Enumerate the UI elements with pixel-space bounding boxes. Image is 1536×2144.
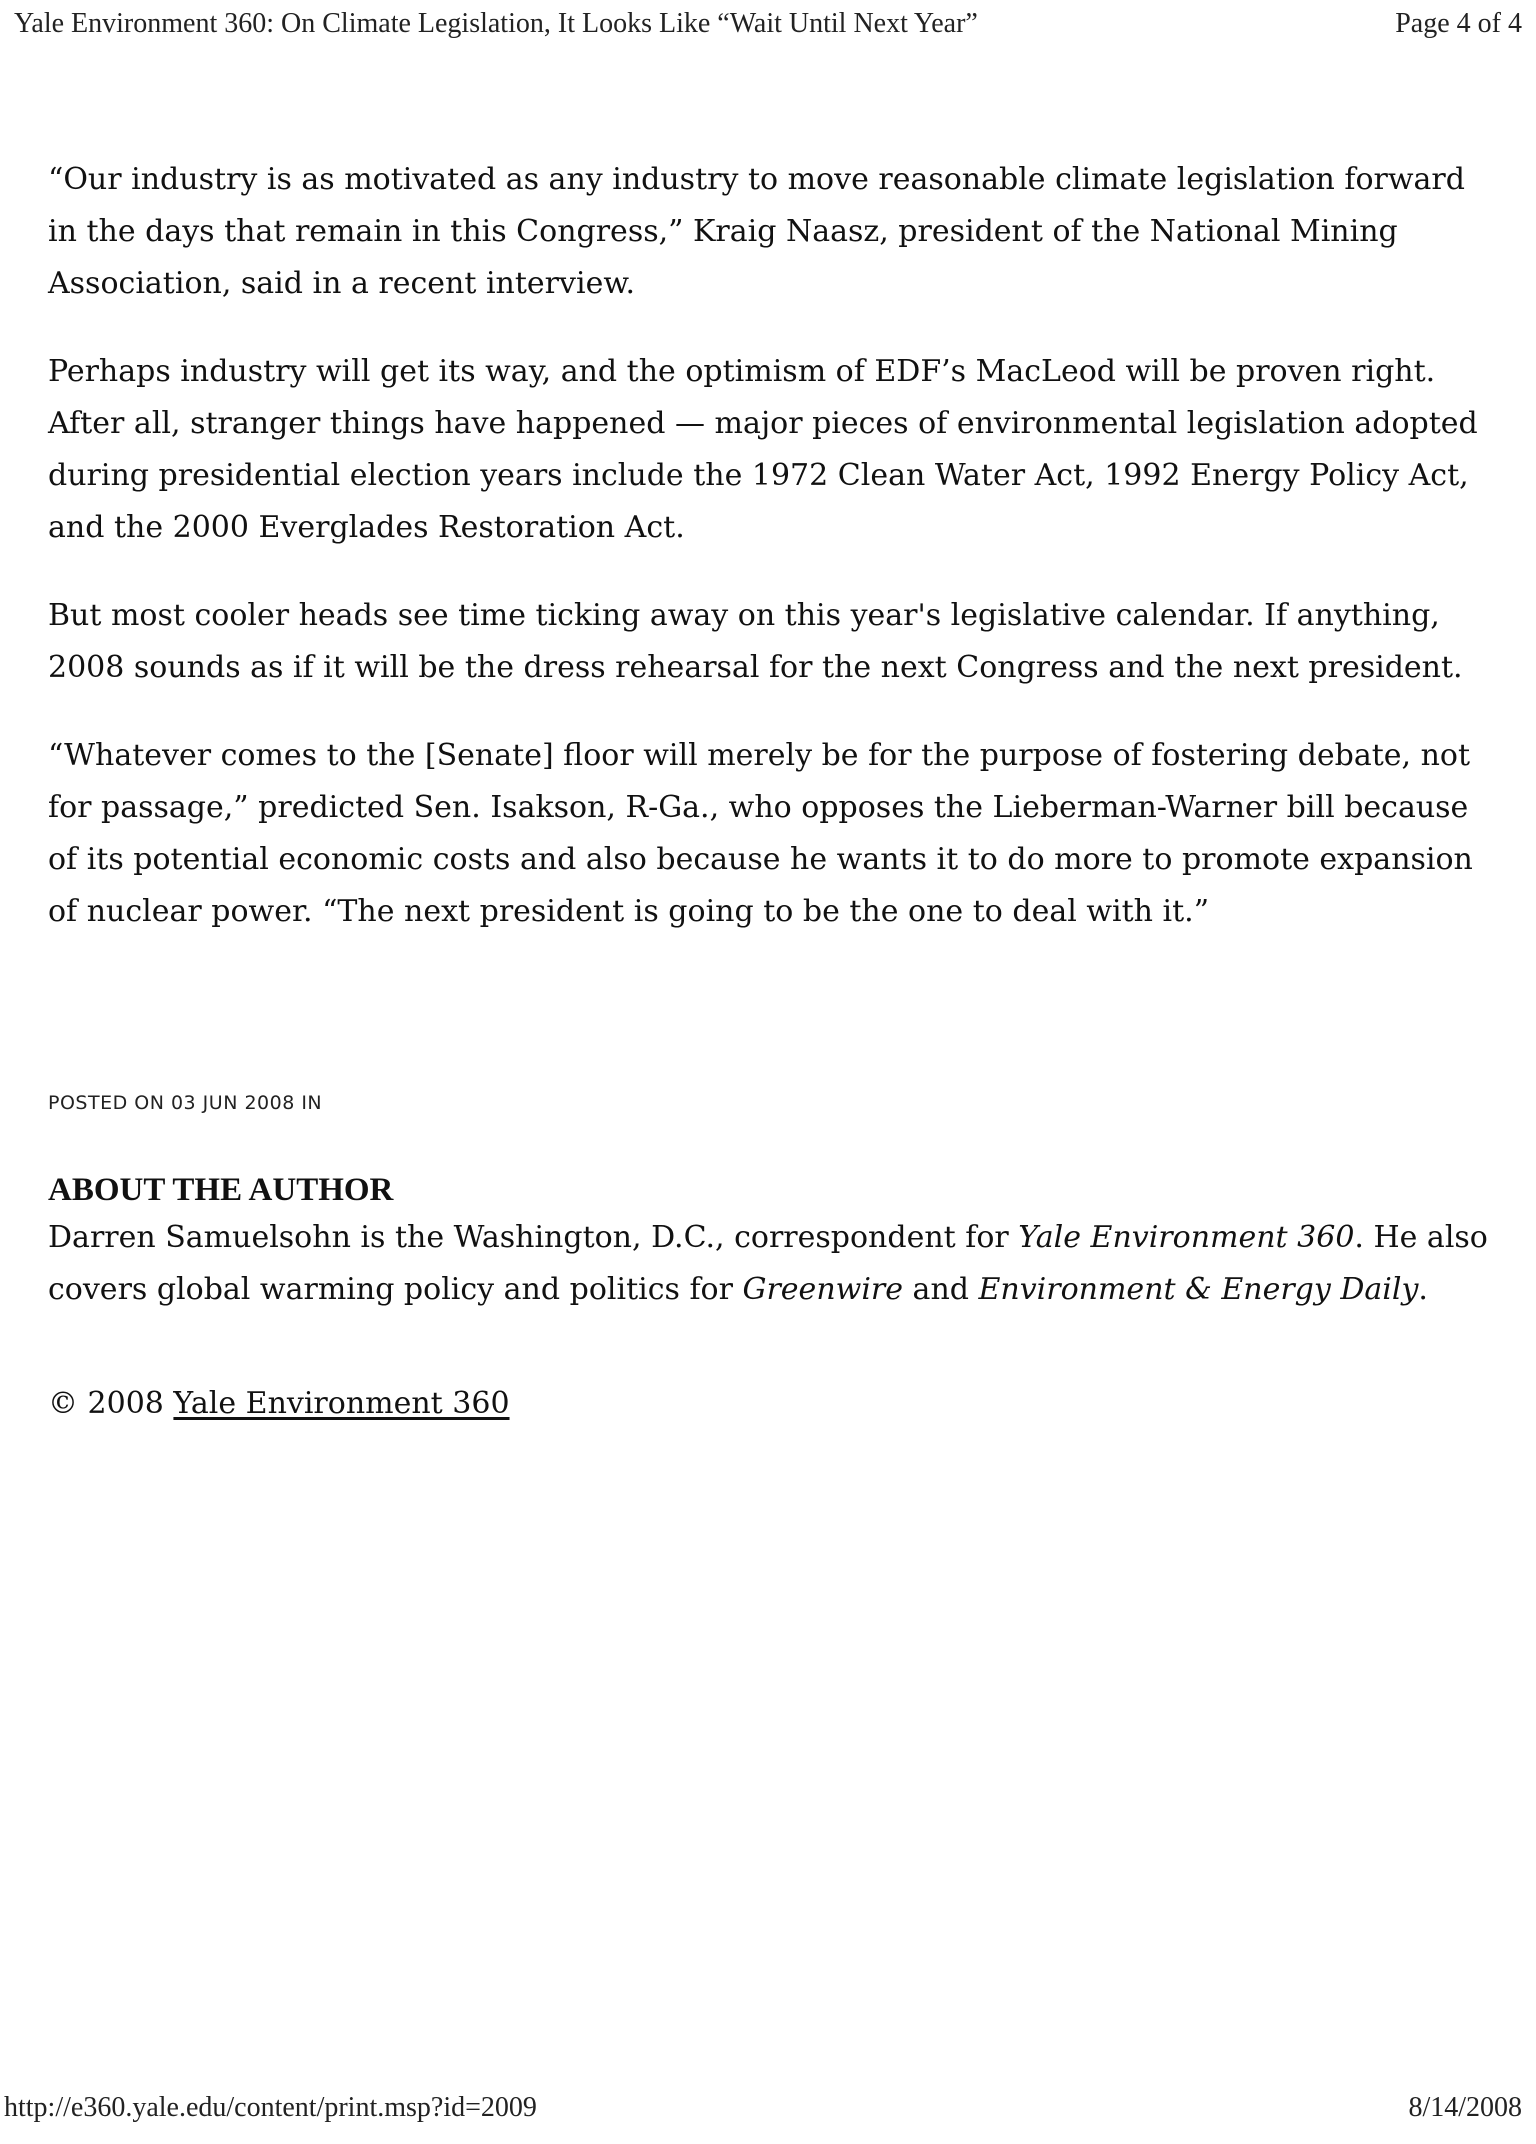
page-number: Page 4 of 4 xyxy=(1395,8,1522,39)
bio-text: . He also covers global warming policy and politics for xyxy=(48,1220,1488,1307)
copyright-notice xyxy=(48,1378,510,1430)
paragraph: Perhaps industry will get its way, and the optimism of EDF’s MacLeod will be proven right. After all, stranger things have happened — major pieces of environmental legislation adopted during presidential election years include the 1972 Clean Water Act, 1992 Energy Policy Act, and the 2000 Everglades Restoration Act. xyxy=(48,354,1478,545)
about-author-heading: ABOUT THE AUTHOR xyxy=(48,1172,394,1208)
posted-date: POSTED ON 03 JUN 2008 IN xyxy=(48,1092,323,1114)
document-title: Yale Environment 360: On Climate Legislation, It Looks Like “Wait Until Next Year” xyxy=(14,8,978,39)
bio-text: . xyxy=(1418,1272,1428,1307)
paragraph: But most cooler heads see time ticking away on this year's legislative calendar. If anything, 2008 sounds as if it will be the dress rehearsal for the next Congress and the next president. xyxy=(48,598,1463,685)
paragraph: “Our industry is as motivated as any industry to move reasonable climate legislation forward in the days that remain in this Congress,” Kraig Naasz, president of the National Mining Association, said in a recent interview. xyxy=(48,162,1465,301)
about-author-section xyxy=(48,1168,1488,1316)
bio-text: and xyxy=(903,1272,979,1307)
page-url: http://e360.yale.edu/content/print.msp?id=2009 xyxy=(4,2092,537,2123)
bio-text: Darren Samuelsohn is the Washington, D.C., correspondent for xyxy=(48,1220,1019,1255)
print-date: 8/14/2008 xyxy=(1408,2092,1522,2123)
publication-name: Environment & Energy Daily xyxy=(978,1272,1419,1307)
author-bio xyxy=(48,1212,1488,1316)
paragraph: “Whatever comes to the [Senate] floor will merely be for the purpose of fostering debate, not for passage,” predicted Sen. Isakson, R-Ga., who opposes the Lieberman-Warner bill because of its potential economic costs and also because he wants it to do more to promote expansion of nuclear power. “The next president is going to be the one to deal with it.” xyxy=(48,738,1473,929)
print-header xyxy=(0,8,1536,48)
publication-name: Yale Environment 360 xyxy=(1018,1220,1355,1255)
publication-name: Greenwire xyxy=(742,1272,904,1307)
yale-e360-link[interactable]: Yale Environment 360 xyxy=(173,1386,510,1421)
article-body xyxy=(48,154,1488,974)
print-footer xyxy=(0,2092,1536,2136)
copyright-prefix: © 2008 xyxy=(48,1386,174,1421)
